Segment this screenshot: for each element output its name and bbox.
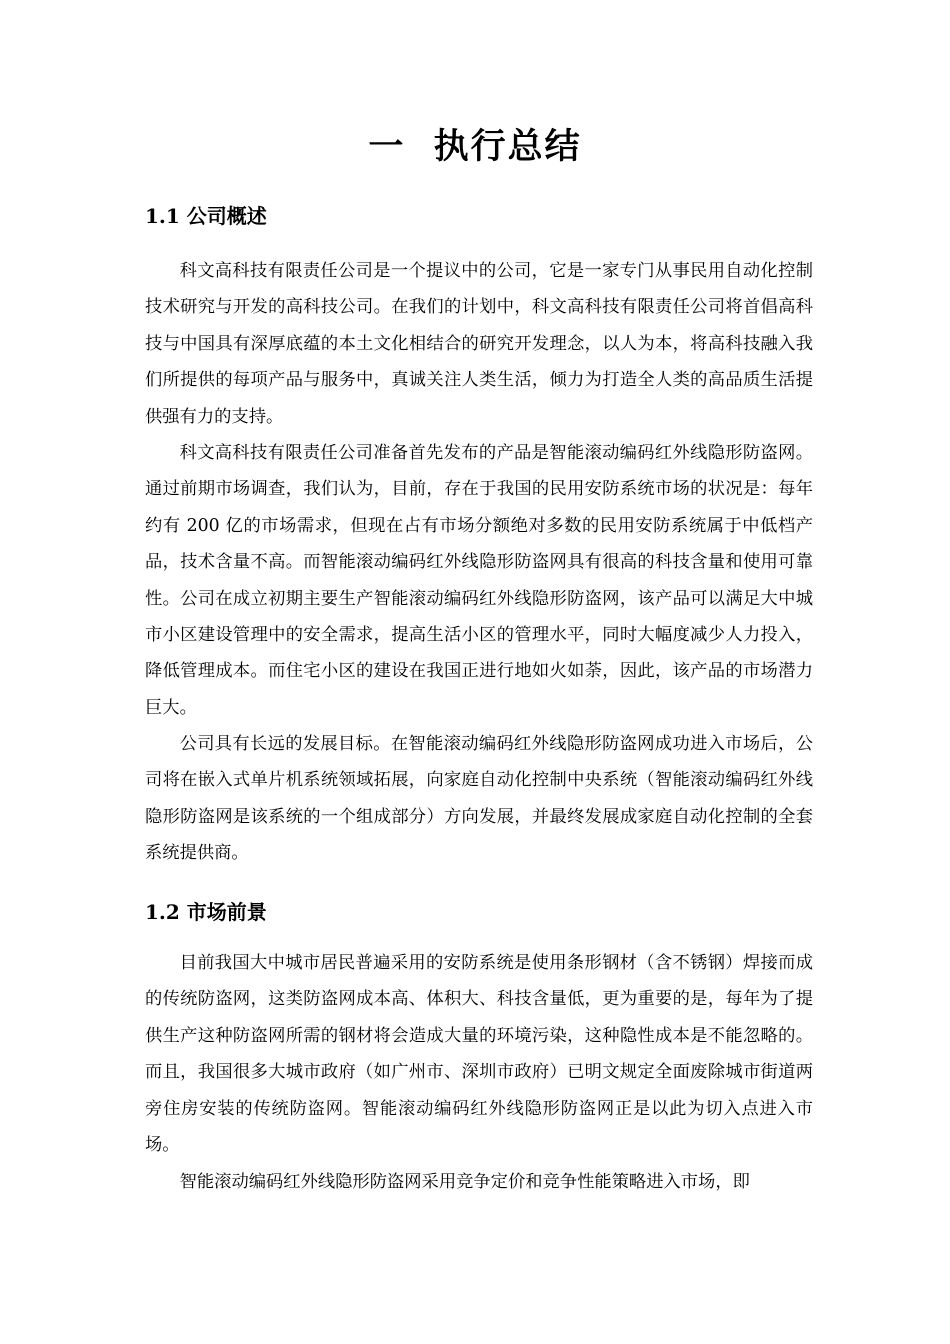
paragraph: 智能滚动编码红外线隐形防盗网采用竞争定价和竞争性能策略进入市场，即 <box>179 1172 750 1192</box>
chapter-title: 一 执行总结 <box>368 126 582 167</box>
section-heading-company-overview: 1.1 公司概述 <box>145 204 267 228</box>
paragraph: 科文高科技有限责任公司准备首先发布的产品是智能滚动编码红外线隐形防盗网。通过前期市场调查，我们认为，目前，存在于我国的民用安防系统市场的状况是：每年约有 200 亿的市场需求，但现在占有市场分额绝对多数的民用安防系统属于中低档产品，技术含量不高。而智能滚动编码红外线隐形防盗网具有很高的科技含量和使用可靠性。公司在成立初期主要生产智能滚动编码红外线隐形防盗网，该产品可以满足大中城市小区建设管理中的安全需求，提高生活小区的管理水平，同时大幅度减少人力投入，降低管理成本。而住宅小区的建设在我国正进行地如火如荼，因此，该产品的市场潜力巨大。 <box>145 443 813 718</box>
paragraph: 目前我国大中城市居民普遍采用的安防系统是使用条形钢材（含不锈钢）焊接而成的传统防盗网，这类防盗网成本高、体积大、科技含量低，更为重要的是，每年为了提供生产这种防盗网所需的钢材将会造成大量的环境污染，这种隐性成本是不能忽略的。而且，我国很多大城市政府（如广州市、深圳市政府）已明文规定全面废除城市街道两旁住房安装的传统防盗网。智能滚动编码红外线隐形防盗网正是以此为切入点进入市场。 <box>145 953 813 1156</box>
paragraph: 公司具有长远的发展目标。在智能滚动编码红外线隐形防盗网成功进入市场后，公司将在嵌入式单片机系统领域拓展，向家庭自动化控制中央系统（智能滚动编码红外线隐形防盗网是该系统的一个组成部分）方向发展，并最终发展成家庭自动化控制的全套系统提供商。 <box>145 734 813 864</box>
section-heading-market-outlook: 1.2 市场前景 <box>145 900 267 924</box>
paragraph: 科文高科技有限责任公司是一个提议中的公司，它是一家专门从事民用自动化控制技术研究与开发的高科技公司。在我们的计划中，科文高科技有限责任公司将首倡高科技与中国具有深厚底蕴的本土文化相结合的研究开发理念，以人为本，将高科技融入我们所提供的每项产品与服务中，真诚关注人类生活，倾力为打造全人类的高品质生活提供强有力的支持。 <box>145 261 813 427</box>
